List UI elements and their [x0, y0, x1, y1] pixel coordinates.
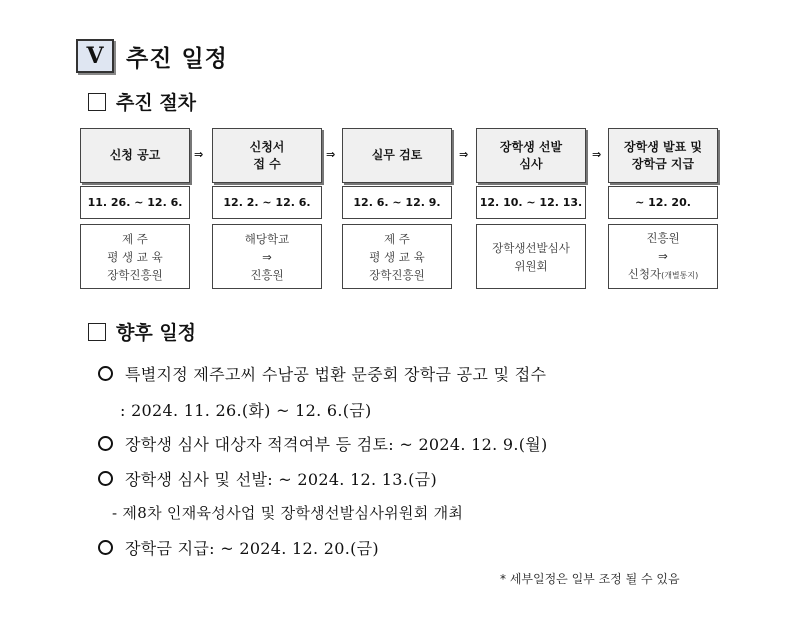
schedule-title: 향후 일정: [116, 322, 197, 344]
step-org-5-main: 진흥원 ⇒ 신청자: [627, 230, 680, 281]
procedure-heading: [88, 88, 196, 115]
schedule-heading: [88, 318, 196, 345]
step-date-1: 11. 26. ~ 12. 6.: [80, 186, 190, 219]
footnote: * 세부일정은 일부 조정 될 수 있음: [500, 572, 680, 586]
step-org-4: 장학생선발심사 위원회: [476, 224, 586, 289]
step-box-3: 실무 검토: [342, 128, 452, 183]
bullet-circle-icon: [98, 540, 113, 555]
step-box-4: 장학생 선발 심사: [476, 128, 586, 183]
bullet-circle-icon: [98, 436, 113, 451]
step-org-3: 제 주 평 생 교 육 장학진흥원: [342, 224, 452, 289]
procedure-title: 추진 절차: [116, 92, 197, 114]
step-date-2: 12. 2. ~ 12. 6.: [212, 186, 322, 219]
step-box-2: 신청서 접 수: [212, 128, 322, 183]
bullet-circle-icon: [98, 366, 113, 381]
step-box-5: 장학생 발표 및 장학금 지급: [608, 128, 718, 183]
section-number: V: [76, 39, 114, 73]
step-org-5: [608, 224, 718, 289]
section-header: [76, 38, 228, 74]
arrow-right-icon: ⇒: [194, 148, 204, 161]
arrow-right-icon: ⇒: [326, 148, 336, 161]
schedule-item-2: [98, 432, 548, 455]
step-org-1: 제 주 평 생 교 육 장학진흥원: [80, 224, 190, 289]
step-date-3: 12. 6. ~ 12. 9.: [342, 186, 452, 219]
schedule-item-1: [98, 362, 546, 385]
schedule-item-4: [98, 536, 379, 559]
schedule-item-3: [98, 467, 437, 490]
checkbox-square-icon: [88, 323, 106, 341]
schedule-item-4-text: 장학금 지급: ~ 2024. 12. 20.(금): [125, 539, 379, 558]
step-org-2: 해당학교 ⇒ 진흥원: [212, 224, 322, 289]
section-title: 추진 일정: [126, 45, 228, 72]
arrow-right-icon: ⇒: [592, 148, 602, 161]
step-org-5-small: (개별통지): [661, 270, 699, 280]
schedule-item-1-text: 특별지정 제주고씨 수남공 법환 문중회 장학금 공고 및 접수: [125, 365, 547, 384]
step-date-4: 12. 10. ~ 12. 13.: [476, 186, 586, 219]
schedule-item-3-sub: - 제8차 인재육성사업 및 장학생선발심사위원회 개최: [112, 504, 464, 522]
step-box-1: 신청 공고: [80, 128, 190, 183]
arrow-right-icon: ⇒: [459, 148, 469, 161]
bullet-circle-icon: [98, 471, 113, 486]
schedule-item-3-text: 장학생 심사 및 선발: ~ 2024. 12. 13.(금): [125, 470, 437, 489]
schedule-item-1-date: : 2024. 11. 26.(화) ~ 12. 6.(금): [120, 401, 372, 420]
step-date-5: ~ 12. 20.: [608, 186, 718, 219]
schedule-item-2-text: 장학생 심사 대상자 적격여부 등 검토: ~ 2024. 12. 9.(월): [125, 435, 548, 454]
checkbox-square-icon: [88, 93, 106, 111]
